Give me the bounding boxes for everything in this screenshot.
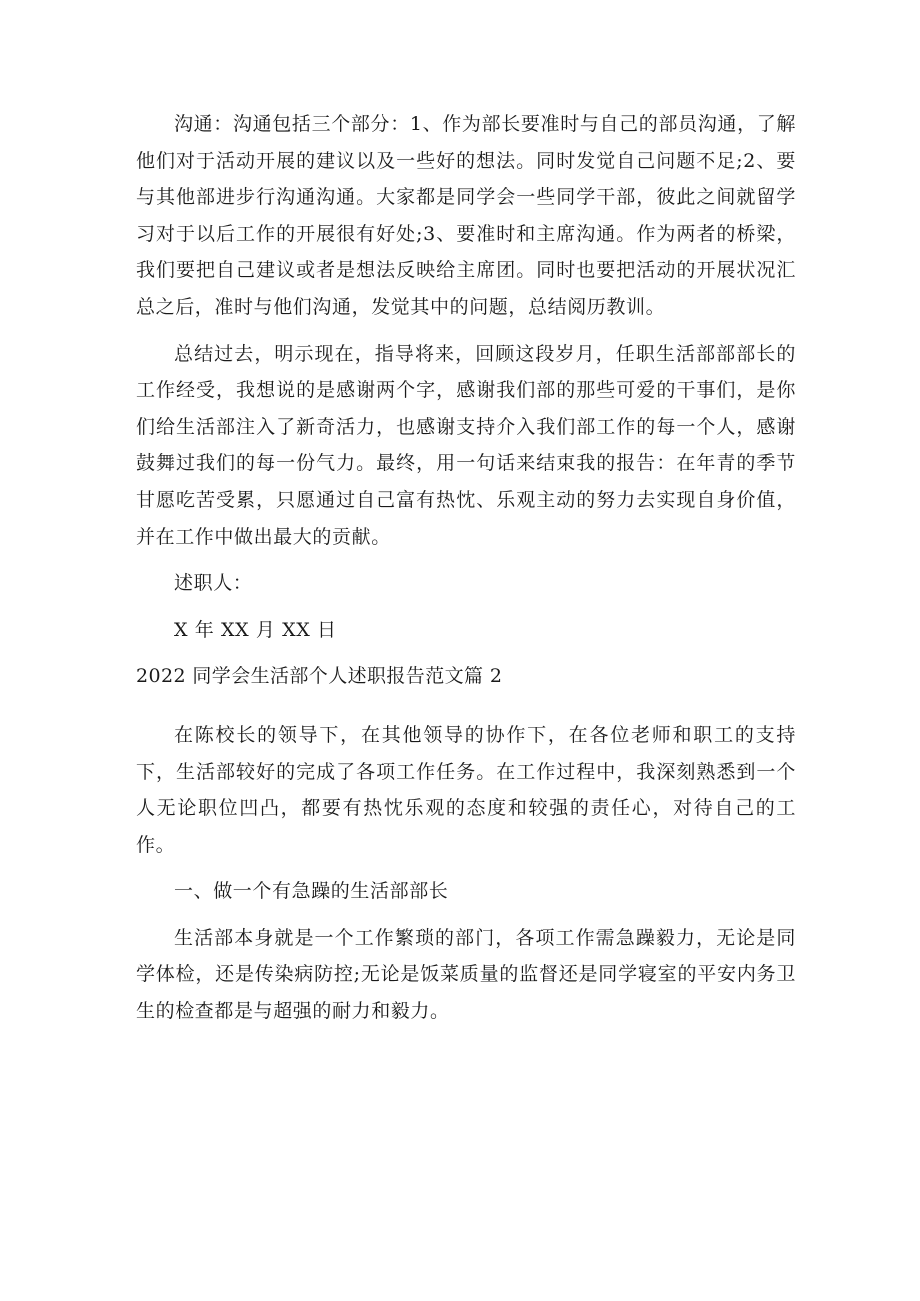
paragraph-intro: 在陈校长的领导下，在其他领导的协作下，在各位老师和职工的支持下，生活部较好的完成了各项工作任务。在工作过程中，我深刻熟悉到一个人无论职位凹凸，都要有热忱乐观的态度和较强的责任心，对待自己的工作。 [136,723,796,856]
signature-label: 述职人： [174,572,253,595]
date-line: X 年 XX 月 XX 日 [174,618,337,641]
document-page [136,106,796,1030]
section-title: 2022 同学会生活部个人述职报告范文篇 2 [136,665,503,688]
paragraph-communication: 沟通：沟通包括三个部分：1、作为部长要准时与自己的部员沟通，了解他们对于活动开展的建议以及一些好的想法。同时发觉自己问题不足;2、要与其他部进步行沟通沟通。大家都是同学会一些同学干部，彼此之间就留学习对于以后工作的开展很有好处;3、要准时和主席沟通。作为两者的桥梁，我们要把自己建议或者是想法反映给主席团。同时也要把活动的开展状况汇总之后，准时与他们沟通，发觉其中的问题，总结阅历教训。 [136,113,796,318]
paragraph-summary: 总结过去，明示现在，指导将来，回顾这段岁月，任职生活部部部长的工作经受，我想说的是感谢两个字，感谢我们部的那些可爱的干事们，是你们给生活部注入了新奇活力，也感谢支持介入我们部工作的每一个人，感谢鼓舞过我们的每一份气力。最终，用一句话来结束我的报告：在年青的季节甘愿吃苦受累，只愿通过自己富有热忱、乐观主动的努力去实现自身价值，并在工作中做出最大的贡献。 [136,342,796,548]
subheading-patience: 一、做一个有急躁的生活部部长 [174,880,449,903]
paragraph-life-department: 生活部本身就是一个工作繁琐的部门，各项工作需急躁毅力，无论是同学体检，还是传染病防控;无论是饭菜质量的监督还是同学寝室的平安内务卫生的检查都是与超强的耐力和毅力。 [136,926,796,1023]
